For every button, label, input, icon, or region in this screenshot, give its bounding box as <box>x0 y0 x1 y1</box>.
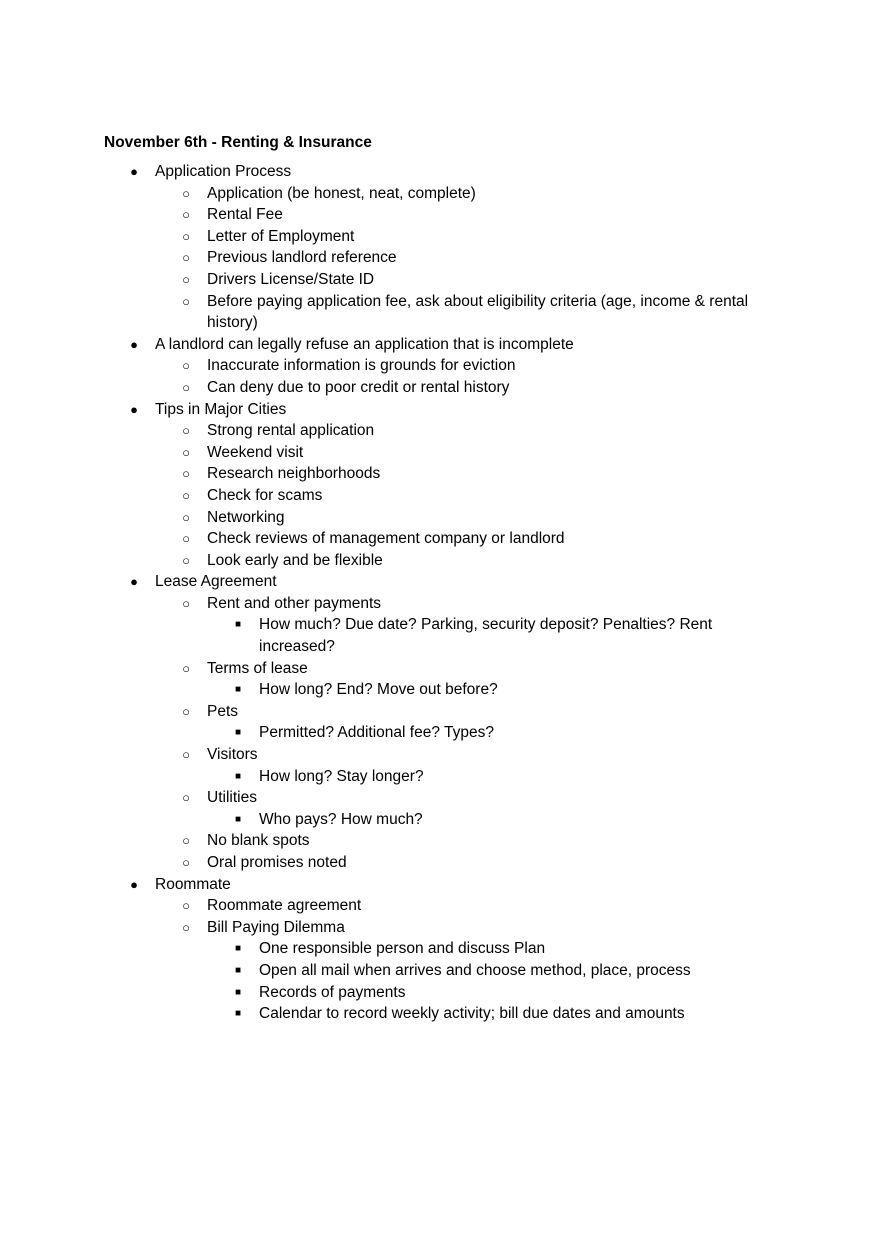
square-bullet-icon: ■ <box>234 619 242 631</box>
hollow-circle-bullet-icon: ○ <box>182 358 190 374</box>
item-label: Visitors <box>207 746 258 764</box>
hollow-circle-bullet-icon: ○ <box>182 423 190 439</box>
item-label: Check for scams <box>207 486 323 504</box>
hollow-circle-bullet-icon: ○ <box>182 250 190 266</box>
item-label: Permitted? Additional fee? Types? <box>259 724 494 742</box>
sub-list <box>155 420 880 571</box>
hollow-circle-bullet-icon: ○ <box>182 207 190 223</box>
item-label: Strong rental application <box>207 422 375 440</box>
hollow-circle-bullet-icon: ○ <box>182 444 190 460</box>
hollow-circle-bullet-icon: ○ <box>182 552 190 568</box>
list-item <box>155 917 880 1025</box>
outline-list <box>0 161 880 1025</box>
item-label: One responsible person and discuss Plan <box>259 940 546 958</box>
item-label: Utilities <box>207 789 257 807</box>
hollow-circle-bullet-icon: ○ <box>182 487 190 503</box>
square-bullet-icon: ■ <box>234 770 242 782</box>
section-label: Lease Agreement <box>155 573 277 591</box>
item-label: No blank spots <box>207 832 310 850</box>
sub-list <box>155 593 880 874</box>
item-label: Application (be honest, neat, complete) <box>207 184 476 202</box>
square-bullet-icon: ■ <box>234 684 242 696</box>
sub-list-item <box>207 766 880 788</box>
item-label: Previous landlord reference <box>207 249 397 267</box>
list-item <box>155 485 880 507</box>
hollow-circle-bullet-icon: ○ <box>182 833 190 849</box>
sub-list-item <box>207 809 880 831</box>
sub-list-item <box>207 982 880 1004</box>
list-item <box>155 269 880 291</box>
item-label: How much? Due date? Parking, security deposit? Penalties? Rent increased? <box>259 616 713 656</box>
sub-list-item <box>207 938 880 960</box>
list-item <box>155 183 880 205</box>
item-label: How long? Stay longer? <box>259 767 424 785</box>
square-bullet-icon: ■ <box>234 1008 242 1020</box>
item-label: Can deny due to poor credit or rental history <box>207 378 510 396</box>
section-label: A landlord can legally refuse an application that is incomplete <box>155 335 574 353</box>
hollow-circle-bullet-icon: ○ <box>182 185 190 201</box>
square-bullet-icon: ■ <box>234 986 242 998</box>
hollow-circle-bullet-icon: ○ <box>182 379 190 395</box>
list-item <box>155 247 880 269</box>
list-item <box>155 420 880 442</box>
sub-list <box>155 355 880 398</box>
sub-list <box>155 895 880 1025</box>
filled-circle-bullet-icon: ● <box>130 876 138 892</box>
item-label: Oral promises noted <box>207 854 347 871</box>
item-label: Calendar to record weekly activity; bill due dates and amounts <box>259 1005 685 1023</box>
section-item <box>0 334 880 399</box>
hollow-circle-bullet-icon: ○ <box>182 293 190 309</box>
filled-circle-bullet-icon: ● <box>130 336 138 352</box>
hollow-circle-bullet-icon: ○ <box>182 660 190 676</box>
nested-list <box>207 722 880 744</box>
item-label: Drivers License/State ID <box>207 270 375 288</box>
hollow-circle-bullet-icon: ○ <box>182 531 190 547</box>
square-bullet-icon: ■ <box>234 727 242 739</box>
sub-list-item <box>207 1003 880 1025</box>
square-bullet-icon: ■ <box>234 813 242 825</box>
filled-circle-bullet-icon: ● <box>130 164 138 179</box>
list-item <box>155 852 880 874</box>
hollow-circle-bullet-icon: ○ <box>182 790 190 806</box>
item-label: Open all mail when arrives and choose method, place, process <box>259 961 691 979</box>
hollow-circle-bullet-icon: ○ <box>182 855 190 870</box>
list-item <box>155 528 880 550</box>
list-item <box>155 226 880 248</box>
section-item <box>0 874 880 1025</box>
hollow-circle-bullet-icon: ○ <box>182 509 190 525</box>
item-label: Weekend visit <box>207 443 304 461</box>
section-label: Roommate <box>155 875 231 893</box>
section-label: Application Process <box>155 163 292 180</box>
nested-list <box>207 614 880 657</box>
item-label: Look early and be flexible <box>207 551 383 569</box>
hollow-circle-bullet-icon: ○ <box>182 595 190 611</box>
list-item <box>155 377 880 399</box>
list-item <box>155 830 880 852</box>
list-item <box>155 355 880 377</box>
square-bullet-icon: ■ <box>234 964 242 976</box>
hollow-circle-bullet-icon: ○ <box>182 271 190 287</box>
item-label: Inaccurate information is grounds for eviction <box>207 357 516 375</box>
nested-list <box>207 766 880 788</box>
list-item <box>155 787 880 830</box>
list-item <box>155 658 880 701</box>
list-item <box>155 507 880 529</box>
page-title: November 6th - Renting & Insurance <box>104 134 372 151</box>
sub-list-item <box>207 679 880 701</box>
list-item <box>155 593 880 658</box>
list-item <box>155 550 880 572</box>
item-label: Pets <box>207 702 239 720</box>
hollow-circle-bullet-icon: ○ <box>182 898 190 914</box>
hollow-circle-bullet-icon: ○ <box>182 919 190 935</box>
item-label: Networking <box>207 508 285 526</box>
sub-list <box>155 183 880 334</box>
section-label: Tips in Major Cities <box>155 400 287 418</box>
item-label: How long? End? Move out before? <box>259 681 498 699</box>
item-label: Check reviews of management company or landlord <box>207 530 565 548</box>
item-label: Research neighborhoods <box>207 465 381 483</box>
list-item <box>155 204 880 226</box>
sub-list-item <box>207 614 880 657</box>
hollow-circle-bullet-icon: ○ <box>182 703 190 719</box>
section-item <box>0 161 880 334</box>
item-label: Roommate agreement <box>207 897 362 915</box>
hollow-circle-bullet-icon: ○ <box>182 747 190 763</box>
square-bullet-icon: ■ <box>234 943 242 955</box>
hollow-circle-bullet-icon: ○ <box>182 466 190 482</box>
sub-list-item <box>207 960 880 982</box>
hollow-circle-bullet-icon: ○ <box>182 228 190 244</box>
filled-circle-bullet-icon: ● <box>130 574 138 590</box>
section-item <box>0 571 880 873</box>
list-item <box>155 895 880 917</box>
filled-circle-bullet-icon: ● <box>130 401 138 417</box>
list-item <box>155 744 880 787</box>
item-label: Records of payments <box>259 983 406 1001</box>
list-item <box>155 442 880 464</box>
item-label: Rental Fee <box>207 206 283 224</box>
item-label: Letter of Employment <box>207 227 355 245</box>
item-label: Terms of lease <box>207 659 308 677</box>
list-item <box>155 463 880 485</box>
item-label: Who pays? How much? <box>259 810 423 828</box>
section-item <box>0 399 880 572</box>
list-item <box>155 701 880 744</box>
nested-list <box>207 938 880 1024</box>
item-label: Bill Paying Dilemma <box>207 918 345 936</box>
nested-list <box>207 679 880 701</box>
nested-list <box>207 809 880 831</box>
list-item <box>155 291 880 334</box>
sub-list-item <box>207 722 880 744</box>
item-label: Before paying application fee, ask about eligibility criteria (age, income & rental history) <box>207 292 749 332</box>
item-label: Rent and other payments <box>207 594 382 612</box>
